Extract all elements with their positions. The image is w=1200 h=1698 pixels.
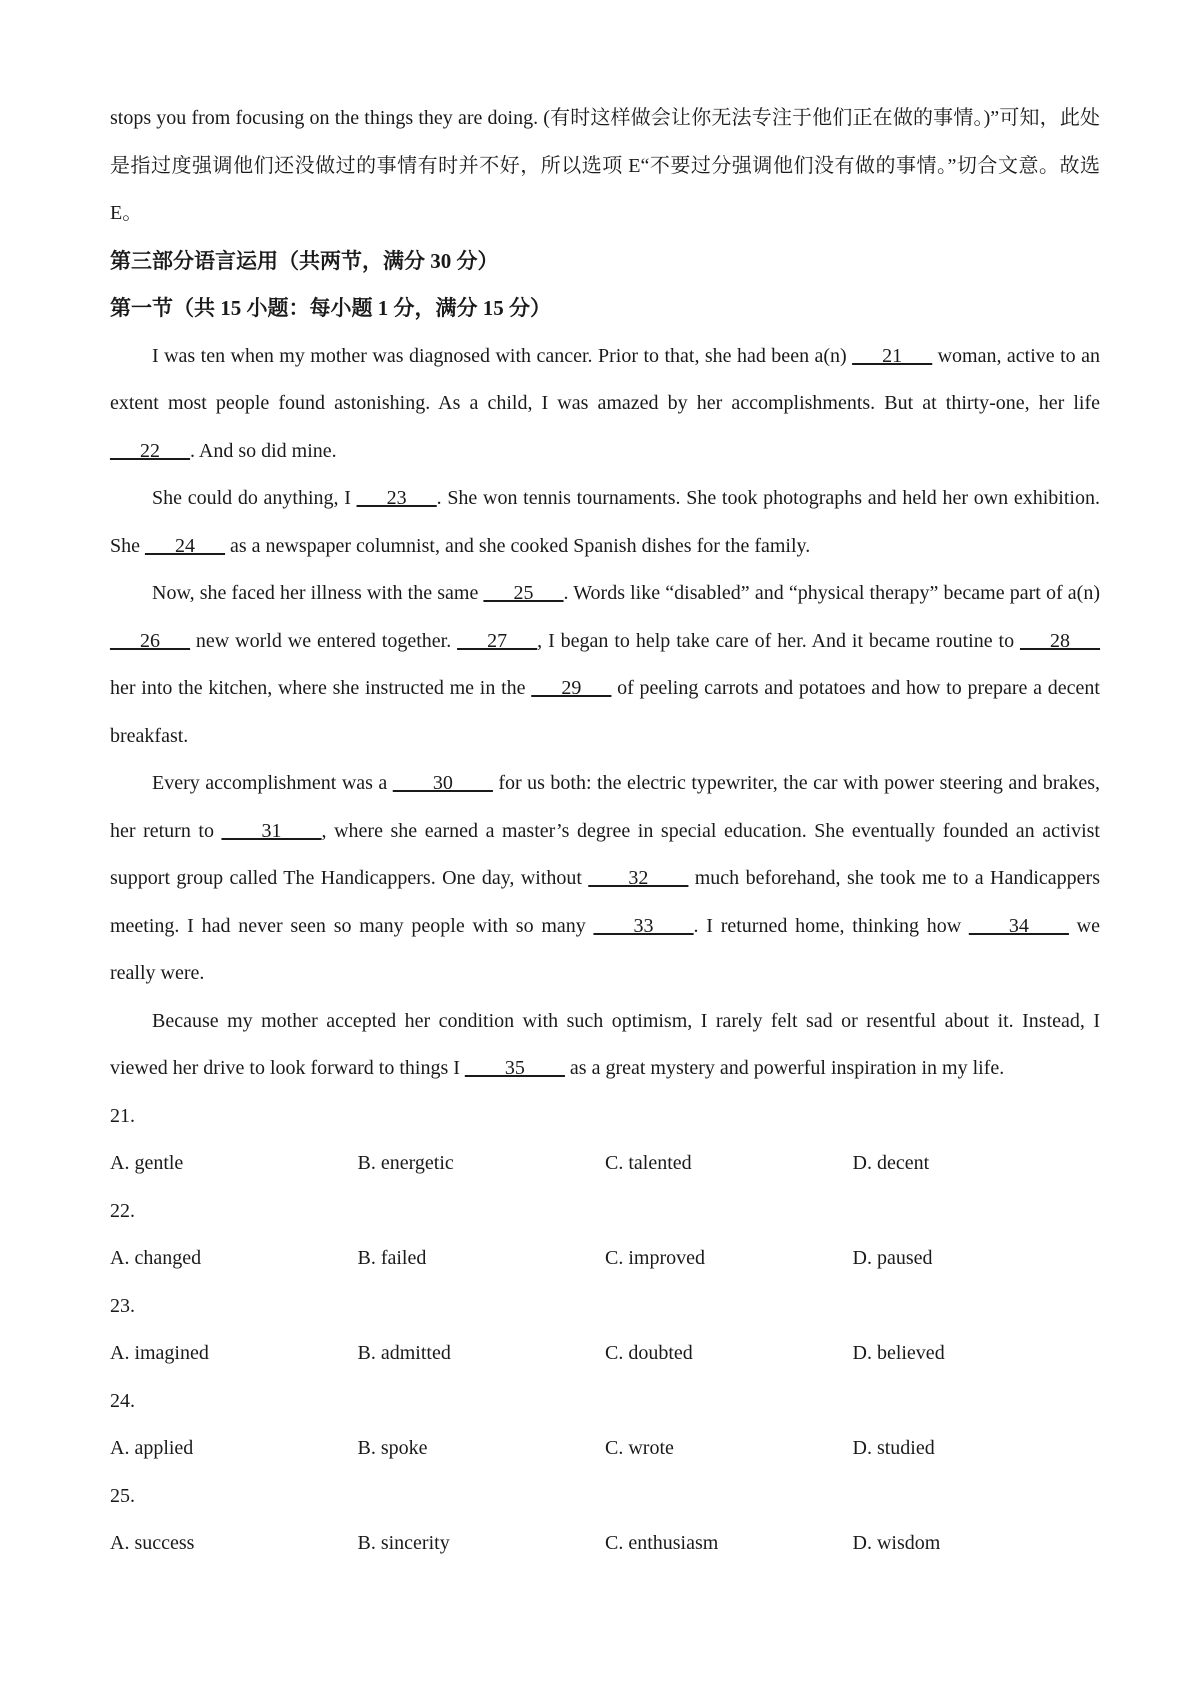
text-run: , I began to help take care of her. And it became routine to [537, 629, 1020, 652]
option-d: D. believed [852, 1342, 945, 1364]
text-run: as a newspaper columnist, and she cooked Spanish dishes for the family. [225, 534, 811, 557]
blank-33: ____33____ [593, 914, 694, 937]
blank-31: ____31____ [221, 819, 322, 842]
passage-paragraph-2 [110, 475, 1100, 570]
text-run: I was ten when my mother was diagnosed with cancer. Prior to that, she had been a(n) [152, 344, 853, 367]
option-c: C. improved [605, 1247, 705, 1269]
text-run: Because my mother accepted her condition with such optimism, I rarely felt sad or resentful about it. Instead, I viewed her drive to look forward to things I [110, 1009, 1100, 1079]
text-run: She could do anything, I [152, 487, 357, 509]
blank-30: ____30____ [392, 772, 493, 794]
section-title: 第三部分语言运用（共两节，满分 30 分） [110, 248, 499, 273]
option-row [110, 1140, 1100, 1188]
option-d: D. paused [852, 1247, 933, 1269]
text-run: her into the kitchen, where she instructed me in the [110, 677, 532, 699]
option-d: D. wisdom [852, 1532, 941, 1554]
text-run: . Words like “disabled” and “physical therapy” became part of a(n) [563, 582, 1100, 604]
option-b: B. spoke [357, 1437, 428, 1459]
option-a: A. applied [110, 1437, 194, 1459]
question-24 [110, 1378, 1100, 1473]
passage-paragraph-3 [110, 570, 1100, 760]
question-number: 24. [110, 1389, 135, 1412]
text-run: as a great mystery and powerful inspiration in my life. [564, 1057, 1005, 1079]
option-d: D. decent [852, 1152, 930, 1174]
text-run: . She won tennis tournaments. She took photographs and held her own exhibition. She [110, 487, 1100, 557]
option-row [110, 1425, 1100, 1473]
text-run: we really were. [110, 914, 1100, 984]
text-run: woman, active to an extent most people found astonishing. As a child, I was amazed by her accomplishments. But at thirty-one, her life [110, 344, 1100, 414]
option-c: C. talented [605, 1152, 692, 1174]
section-subtitle: 第一节（共 15 小题：每小题 1 分，满分 15 分） [110, 296, 551, 320]
option-b: B. admitted [357, 1342, 451, 1364]
question-25 [110, 1473, 1100, 1568]
blank-22: ___22___ [110, 439, 190, 462]
option-row [110, 1520, 1100, 1568]
blank-23: ___23___ [356, 487, 437, 509]
option-b: B. energetic [357, 1152, 454, 1174]
option-a: A. success [110, 1532, 195, 1554]
question-23 [110, 1283, 1100, 1378]
option-c: C. wrote [605, 1437, 674, 1459]
passage-paragraph-5 [110, 998, 1100, 1093]
option-a: A. changed [110, 1247, 202, 1269]
option-b: B. failed [357, 1247, 427, 1269]
blank-28: ___28___ [1020, 629, 1100, 652]
option-a: A. gentle [110, 1152, 184, 1174]
blank-21: ___21___ [852, 344, 933, 367]
blank-26: ___26___ [110, 629, 190, 652]
blank-27: ___27___ [457, 629, 538, 652]
text-run: . And so did mine. [190, 439, 337, 462]
question-number: 25. [110, 1484, 135, 1507]
text-run: . I returned home, thinking how [693, 914, 969, 937]
text-run: of peeling carrots and potatoes and how to prepare a decent breakfast. [110, 677, 1100, 747]
text-run: much beforehand, she took me to a Handicappers meeting. I had never seen so many people with so many [110, 867, 1100, 937]
option-c: C. enthusiasm [605, 1532, 719, 1554]
text-run: , where she earned a master’s degree in special education. She eventually founded an activist support group called The Handicappers. One day, without [110, 819, 1100, 889]
blank-29: ___29___ [531, 677, 612, 699]
passage-paragraph-1 [110, 333, 1100, 476]
question-number: 22. [110, 1199, 135, 1222]
document-page [110, 95, 1100, 1568]
question-number: 21. [110, 1104, 135, 1127]
text-run: Now, she faced her illness with the same [152, 582, 484, 604]
intro-paragraph: stops you from focusing on the things they are doing. (有时这样做会让你无法专注于他们正在做的事情。)”可知，此处是指过度强调他们还没做过的事情有时并不好，所以选项 E“不要过分强调他们没有做的事情。”切合文意。故选 E。 [110, 107, 1100, 224]
option-d: D. studied [852, 1437, 935, 1459]
blank-25: ___25___ [483, 582, 564, 604]
blank-35: ____35____ [464, 1057, 565, 1079]
question-21 [110, 1093, 1100, 1188]
text-run: Every accomplishment was a [152, 772, 393, 794]
text-run: for us both: the electric typewriter, the car with power steering and brakes, her return to [110, 772, 1100, 842]
text-run: new world we entered together. [190, 629, 458, 652]
question-number: 23. [110, 1294, 135, 1317]
option-b: B. sincerity [357, 1532, 450, 1554]
option-a: A. imagined [110, 1342, 209, 1364]
passage-paragraph-4 [110, 760, 1100, 998]
option-c: C. doubted [605, 1342, 693, 1364]
blank-34: ____34____ [968, 914, 1069, 937]
blank-24: ___24___ [145, 534, 225, 557]
option-row [110, 1330, 1100, 1378]
question-22 [110, 1188, 1100, 1283]
option-row [110, 1235, 1100, 1283]
blank-32: ____32____ [588, 867, 689, 889]
